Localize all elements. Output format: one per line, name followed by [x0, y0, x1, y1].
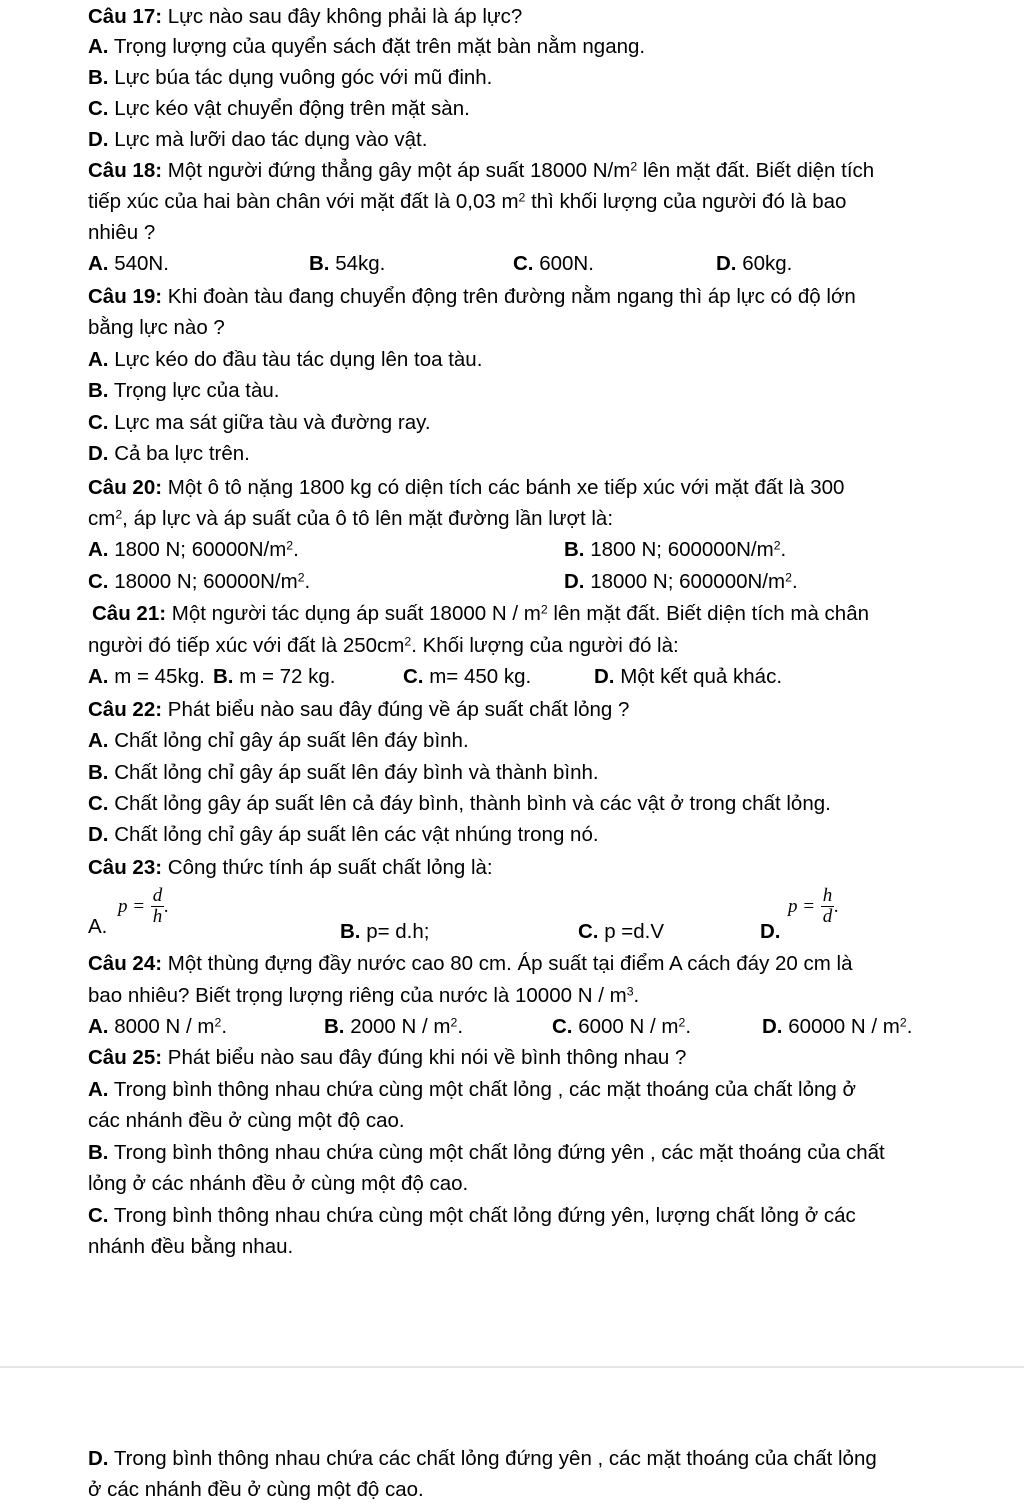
- q25-option-d-line2: ở các nhánh đều ở cùng một độ cao.: [88, 1478, 424, 1501]
- q25-stem: Câu 25: Phát biểu nào sau đây đúng khi nói về bình thông nhau ?: [88, 1046, 687, 1069]
- q24-option-a: A. 8000 N / $m^2$.: [88, 1015, 228, 1038]
- q18-option-a: A. 540N.: [88, 252, 169, 275]
- q21-option-a: A. m = 45kg.: [88, 665, 205, 688]
- q17-label: Câu 17:: [88, 5, 163, 28]
- q20-stem-line2: $cm^2$, áp lực và áp suất của ô tô lên mặt đường lần lượt là:: [88, 507, 614, 530]
- q23-option-d-letter: D.: [760, 920, 781, 943]
- q19-option-a: A. Lực kéo do đầu tàu tác dụng lên toa tàu.: [88, 348, 483, 371]
- q24-stem: Câu 24: Một thùng đựng đầy nước cao 80 cm. Áp suất tại điểm A cách đáy 20 cm là: [88, 952, 853, 975]
- q23-label: Câu 23:: [88, 856, 163, 879]
- q24-option-b: B. 2000 N / $m^2$.: [324, 1015, 464, 1038]
- q20-option-d: D. 18000 N; $600000N/m^2$.: [564, 570, 798, 593]
- q25-option-d: D. Trong bình thông nhau chứa các chất lỏng đứng yên , các mặt thoáng của chất lỏng: [88, 1447, 877, 1470]
- q20-stem: Câu 20: Một ô tô nặng 1800 kg có diện tích các bánh xe tiếp xúc với mặt đất là 300: [88, 476, 845, 499]
- q21-stem: Câu 21: Một người tác dụng áp suất 18000 N / $m^2$ lên mặt đất. Biết diện tích mà chân: [92, 602, 869, 625]
- q21-option-d: D. Một kết quả khác.: [594, 665, 783, 688]
- q18-stem-line2: tiếp xúc của hai bàn chân với mặt đất là 0,03 $m^2$ thì khối lượng của người đó là bao: [88, 190, 847, 213]
- q17-text: Lực nào sau đây không phải là áp lực?: [167, 5, 523, 28]
- q22-option-a: A. Chất lỏng chỉ gây áp suất lên đáy bình.: [88, 729, 469, 752]
- q19-stem: Câu 19: Khi đoàn tàu đang chuyển động trên đường nằm ngang thì áp lực có độ lớn: [88, 285, 856, 308]
- q21-label: Câu 21:: [92, 602, 167, 625]
- q24-option-c: C. 6000 N / $m^2$.: [552, 1015, 692, 1038]
- q17-stem: [88, 4, 522, 30]
- q23-option-a-formula: p = $\frac{d}{h}$ .: [118, 885, 170, 927]
- q25-option-c-line2: nhánh đều bằng nhau.: [88, 1235, 294, 1258]
- q25-option-a: A. Trong bình thông nhau chứa cùng một chất lỏng , các mặt thoáng của chất lỏng ở: [88, 1078, 856, 1101]
- q23-option-a-letter: A.: [88, 915, 108, 938]
- q19-label: Câu 19:: [88, 285, 163, 308]
- q18-option-b: B. 54kg.: [309, 252, 386, 275]
- q17-option-b: B. Lực búa tác dụng vuông góc với mũ đinh.: [88, 66, 493, 89]
- q19-option-c: C. Lực ma sát giữa tàu và đường ray.: [88, 411, 431, 434]
- q17-option-d: D. Lực mà lưỡi dao tác dụng vào vật.: [88, 128, 428, 151]
- q18-option-c: C. 600N.: [513, 252, 594, 275]
- q23-stem: Câu 23: Công thức tính áp suất chất lỏng là:: [88, 856, 493, 879]
- q25-option-b-line2: lỏng ở các nhánh đều ở cùng một độ cao.: [88, 1172, 469, 1195]
- q25-option-b: B. Trong bình thông nhau chứa cùng một chất lỏng đứng yên , các mặt thoáng của chất: [88, 1141, 885, 1164]
- q25-option-c: C. Trong bình thông nhau chứa cùng một chất lỏng đứng yên, lượng chất lỏng ở các: [88, 1204, 856, 1227]
- q19-option-b: B. Trọng lực của tàu.: [88, 379, 280, 402]
- q22-option-b: B. Chất lỏng chỉ gây áp suất lên đáy bình và thành bình.: [88, 761, 599, 784]
- q18-stem-line3: nhiêu ?: [88, 221, 156, 244]
- q20-option-c: C. 18000 N; $60000N/m^2$.: [88, 570, 311, 593]
- q25-option-a-line2: các nhánh đều ở cùng một độ cao.: [88, 1109, 405, 1132]
- q23-option-a-fraction: $\frac{d}{h}$: [152, 885, 163, 927]
- q24-label: Câu 24:: [88, 952, 163, 975]
- q23-option-d-fraction: $\frac{h}{d}$: [822, 885, 833, 927]
- q17-option-c: C. Lực kéo vật chuyển động trên mặt sàn.: [88, 97, 470, 120]
- q18-option-d: D. 60kg.: [716, 252, 793, 275]
- q22-option-d: D. Chất lỏng chỉ gây áp suất lên các vật nhúng trong nó.: [88, 823, 599, 846]
- q25-label: Câu 25:: [88, 1046, 163, 1069]
- q23-option-d-formula: p = $\frac{h}{d}$ .: [788, 885, 840, 927]
- q19-option-d: D. Cả ba lực trên.: [88, 442, 250, 465]
- q20-option-b: B. 1800 N; $600000N/m^2$.: [564, 538, 787, 561]
- q22-option-c: C. Chất lỏng gây áp suất lên cả đáy bình, thành bình và các vật ở trong chất lỏng.: [88, 792, 831, 815]
- q24-option-d: D. 60000 N / $m^2$.: [762, 1015, 913, 1038]
- q18-label: Câu 18:: [88, 159, 163, 182]
- q20-label: Câu 20:: [88, 476, 163, 499]
- q19-stem-line2: bằng lực nào ?: [88, 316, 225, 339]
- q22-label: Câu 22:: [88, 698, 163, 721]
- q23-option-b: B. p= d.h;: [340, 920, 430, 943]
- page-break-gap: [0, 1368, 1024, 1428]
- q23-option-c: C. p =d.V: [578, 920, 665, 943]
- q17-option-a: A. Trọng lượng của quyển sách đặt trên mặt bàn nằm ngang.: [88, 35, 646, 58]
- q21-option-c: C. m= 450 kg.: [403, 665, 532, 688]
- q22-stem: Câu 22: Phát biểu nào sau đây đúng về áp suất chất lỏng ?: [88, 698, 630, 721]
- q18-stem: Câu 18: Một người đứng thẳng gây một áp suất 18000 $N/m^2$ lên mặt đất. Biết diện tích: [88, 159, 875, 182]
- q21-stem-line2: người đó tiếp xúc với đất là $250cm^2$. Khối lượng của người đó là:: [88, 634, 679, 657]
- q21-option-b: B. m = 72 kg.: [213, 665, 336, 688]
- q20-option-a: A. 1800 N; $60000N/m^2$.: [88, 538, 299, 561]
- q24-stem-line2: bao nhiêu? Biết trọng lượng riêng của nước là 10000 N / $m^3$.: [88, 984, 640, 1007]
